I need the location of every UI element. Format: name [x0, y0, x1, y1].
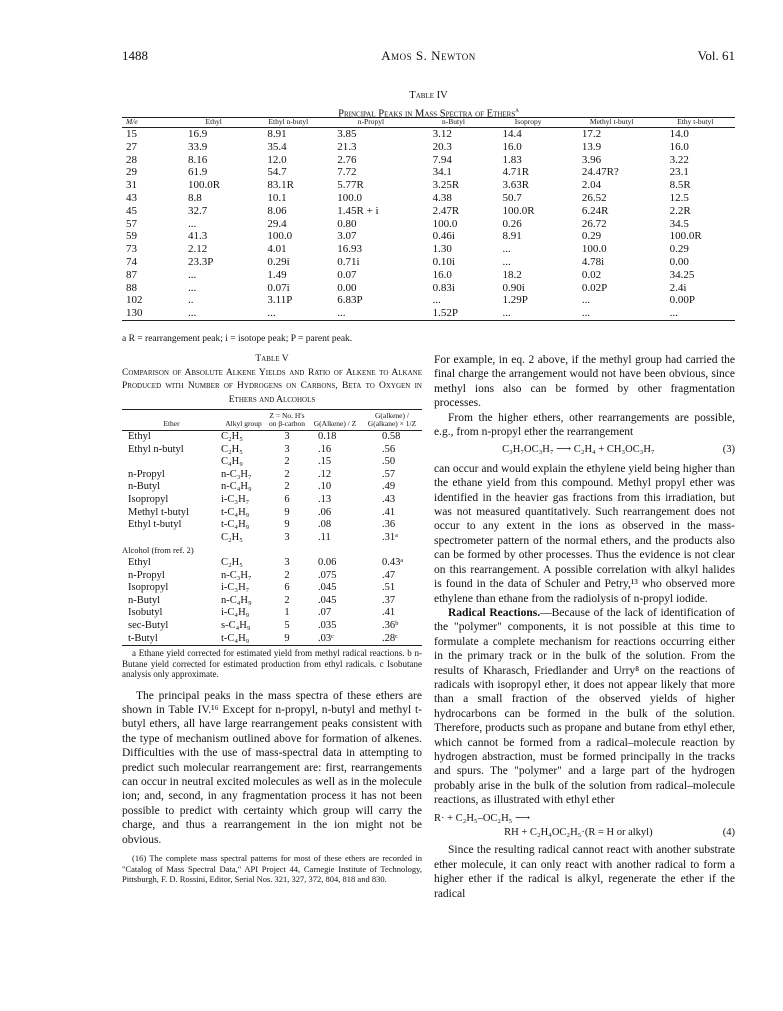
- table4-cell: ...: [188, 281, 197, 294]
- table5-cell: .08: [318, 519, 332, 531]
- table4-row: [122, 256, 735, 269]
- table5-cell: Ethyl: [128, 556, 151, 568]
- equation-4-line-1: R· + C₂H₅–OC₂H₅ ⟶: [434, 812, 530, 824]
- table5-cell: .49: [382, 481, 396, 493]
- table4-cell: 1.29P: [502, 294, 528, 307]
- table5-cell: Isopropyl: [128, 582, 169, 594]
- table5-cell: 0.43ᵃ: [382, 556, 404, 568]
- table5-cell: Ethyl: [128, 431, 151, 442]
- table4-mz-cell: 74: [126, 255, 137, 268]
- table4-cell: 2.2R: [669, 204, 691, 217]
- table4-cell: 0.46i: [432, 230, 455, 243]
- table4-mz-cell: 73: [126, 243, 137, 256]
- table4-label: Table IV: [409, 90, 448, 101]
- table4-column-header: n-Propyl: [323, 118, 418, 128]
- table4-cell: 4.01: [267, 243, 287, 256]
- table4-cell: ...: [581, 294, 591, 307]
- table5-cell: .045: [318, 594, 337, 606]
- table4-cell: 23.1: [669, 166, 689, 179]
- table5-cell: [122, 456, 221, 469]
- table4-cell: 13.9: [581, 140, 602, 153]
- table4-cell: 2.04: [581, 179, 602, 192]
- left-column: [122, 353, 422, 885]
- table5-cell: n-C₃H₇: [221, 468, 252, 480]
- table4-cell: 3.11P: [267, 294, 293, 307]
- table4-cell: 32.7: [188, 204, 208, 217]
- table4-cell: 6.83P: [337, 294, 363, 307]
- table4-mz-cell: 45: [126, 204, 137, 217]
- table5-cell: n-C₄H₉: [221, 594, 252, 606]
- table5-cell: C₂H₅: [221, 556, 243, 568]
- table5-cell: 6: [284, 582, 290, 594]
- table5-cell: .37: [382, 594, 396, 606]
- table4-cell: 8.8: [188, 191, 202, 204]
- table4-cell: 18.2: [502, 268, 522, 281]
- table4-cell: 16.9: [188, 128, 208, 140]
- table5-cell: 1: [284, 607, 290, 619]
- table4-cell: 0.07i: [267, 281, 290, 294]
- table5-cell: 2: [284, 468, 290, 480]
- table4-cell: 2.12: [188, 243, 208, 256]
- table4-cell: 100.0R: [669, 230, 702, 243]
- table4-row: [122, 192, 735, 205]
- table4-cell: 0.02: [581, 268, 602, 281]
- table5-cell: .36: [382, 519, 396, 531]
- table5-cell: C₂H₅: [221, 431, 243, 442]
- table5-cell: .16: [318, 443, 332, 455]
- table4-row: [122, 294, 735, 307]
- table5-row: [122, 444, 422, 457]
- section-heading: Radical Reactions.: [448, 606, 541, 619]
- table5-cell: 3: [284, 556, 290, 568]
- table4-cell: 0.80: [337, 217, 357, 230]
- table4-cell: 100.0: [267, 230, 293, 243]
- table4-mz-cell: 31: [126, 179, 137, 192]
- table4-cell: 8.16: [188, 153, 208, 166]
- table4-cell: ...: [568, 307, 656, 320]
- table4-cell: 100.0: [432, 217, 458, 230]
- table5-cell: s-C₄H₉: [221, 619, 251, 631]
- table4-mz-cell: 28: [126, 153, 137, 166]
- table4-cell: 20.3: [432, 140, 452, 153]
- table5-cell: .12: [318, 468, 332, 480]
- equation-4-line-2: RH + C₂H₄OC₂H₅·(R = H or alkyl) (4): [434, 826, 735, 840]
- table5-cell: .28ᶜ: [362, 633, 422, 646]
- table4-cell: 6.24R: [581, 204, 609, 217]
- table4-cell: ...: [488, 307, 567, 320]
- table5-cell: .035: [318, 619, 337, 631]
- table5-cell: 2: [284, 456, 290, 468]
- table4-cell: 2.47R: [432, 204, 460, 217]
- table4-cell: 100.0R: [502, 204, 535, 217]
- table5-cell: .15: [318, 456, 332, 468]
- table4-cell: 0.29: [581, 230, 602, 243]
- table5-body: [122, 431, 422, 646]
- table4-cell: 16.0: [669, 140, 689, 153]
- table5-cell: .51: [382, 582, 396, 594]
- table5-row: [122, 494, 422, 507]
- table4-cell: 4.71R: [502, 166, 530, 179]
- table4-cell: ...: [656, 307, 735, 320]
- table5-cell: .47: [382, 569, 396, 581]
- table4-cell: 0.00: [669, 255, 689, 268]
- table4-row: [122, 307, 735, 320]
- table5-row: [122, 519, 422, 532]
- table5-row: [122, 469, 422, 482]
- table5-cell: .57: [382, 468, 396, 480]
- table5-row: [122, 532, 422, 545]
- table5-cell: i-C₄H₉: [221, 607, 250, 619]
- table5-column-header: Z = No. H's on β-carbon: [266, 410, 308, 431]
- table4-cell: ...: [432, 294, 441, 307]
- table5-cell: n-Butyl: [128, 594, 161, 606]
- table5-title: Comparison of Absolute Alkene Yields and Ratio of Alkene to Alkane Produced with Number of Hydrogens on Carbons, Beta to Oxygen in Ethers and Alcohols: [122, 367, 422, 405]
- table4-cell: 0.00P: [669, 294, 695, 307]
- table5-cell: 0.18: [318, 431, 337, 442]
- table5-cell: Isopropyl: [128, 493, 169, 505]
- equation-3: [434, 443, 735, 457]
- table5-cell: 9: [284, 506, 290, 518]
- table4-cell: ..: [188, 294, 194, 307]
- table5-cell: Methyl t-butyl: [128, 506, 189, 518]
- table5-cell: C₂H₅: [221, 531, 243, 543]
- right-paragraph-5: Since the resulting radical cannot react with another substrate ether molecule, it can only react with another radical to form a higher ether if the radical is alkyl, regenerate the ether if the radical: [434, 844, 735, 900]
- table4-row: [122, 166, 735, 179]
- table5-cell: 2: [284, 569, 290, 581]
- table4-cell: 7.94: [432, 153, 452, 166]
- table4-cell: 83.1R: [267, 179, 294, 192]
- table5-row: [122, 620, 422, 633]
- right-paragraph-4: Radical Reactions.—Because of the lack of identification of the "polymer" components, it is not possible at this time to formulate a complete mechanism for reactions occurring either in the primary track or in the bulk of the solution. From the results of Kharasch, Friedlander and Urry⁸ on the reactions of radicals with isopropyl ether, it does not appear likely that more than a small fraction of the observed yields of higher hydrocarbons can be formed in the bulk of the solution. Therefore, products such as propane and butane from ethyl ether, which cannot be formed from a radical–molecule reaction by hydrogen abstraction, must be formed principally in the tracks and spurs. The "polymer" and a large part of the hydrogen probably arise in the bulk of the solution from radical–molecule reactions, as illustrated with ethyl ether: [434, 606, 735, 807]
- table5-cell: [122, 532, 221, 545]
- table4-row: [122, 205, 735, 218]
- table5-cell: n-Propyl: [128, 468, 165, 480]
- table4-header-row: [122, 118, 735, 128]
- table4-mz-cell: 27: [126, 140, 137, 153]
- table5-row: [122, 582, 422, 595]
- table4-mz-cell: 43: [126, 191, 137, 204]
- table4-column-header: Ethyl: [174, 118, 253, 128]
- footnote-16: (16) The complete mass spectral patterns for most of these ethers are recorded in "Catalog of Mass Spectral Data," API Project 44, Carnegie Institute of Technology, Pittsburgh, F. D. Rossini, Editor, Serial Nos. 321, 327, 372, 804, 818 and 830.: [122, 853, 422, 885]
- right-paragraph-2: From the higher ethers, other rearrangements are possible, e.g., from n-propyl ether the rearrangement: [434, 411, 735, 439]
- table5-row: [122, 507, 422, 520]
- table4-cell: ...: [502, 243, 511, 256]
- table4-column-header: Ethyl n-butyl: [253, 118, 323, 128]
- table5-row: [122, 570, 422, 583]
- table4-mz-cell: 57: [126, 217, 137, 230]
- table4-cell: 3.22: [669, 153, 689, 166]
- table4-cell: 1.83: [502, 153, 522, 166]
- table5-row: [122, 595, 422, 608]
- table4-cell: ...: [502, 255, 511, 268]
- table4-cell: ...: [174, 307, 253, 320]
- table5-cell: 3: [284, 431, 290, 442]
- table4-mz-cell: 102: [126, 294, 143, 307]
- table5-cell: .03ᶜ: [308, 633, 362, 646]
- table5-cell: n-C₄H₉: [221, 481, 252, 493]
- running-author: Amos S. Newton: [381, 48, 476, 63]
- table5-cell: .075: [318, 569, 337, 581]
- left-paragraph-1: The principal peaks in the mass spectra of these ethers are shown in Table IV.¹⁶ Except for n-propyl, n-butyl and methyl t-butyl ethers, all have large rearrangement peaks consistent with the type of mechanism outlined above for formation of alkenes. Difficulties with the use of mass-spectral data in attempting to predict such molecular rearrangement are: first, rearrangements can occur in neutral excited molecules as well as in the molecule ion; and, second, in any fragmentation process it has not been possible to predict with certainty which group will carry the charge, and thus a rearrangement in the ion might not be obvious.: [122, 689, 422, 846]
- table4-cell: 34.1: [432, 166, 452, 179]
- table4-body: [122, 128, 735, 321]
- table4-column-header: Isopropy: [488, 118, 567, 128]
- table5-cell: t-C₄H₉: [221, 633, 266, 646]
- table5-cell: 9: [284, 519, 290, 531]
- table5-header-row: [122, 410, 422, 431]
- table4-cell: 34.25: [669, 268, 695, 281]
- table4-cell: 0.00: [337, 281, 357, 294]
- table4-cell: 14.4: [502, 128, 522, 140]
- table4-cell: 1.45R + i: [337, 204, 379, 217]
- table4-cell: 100.0: [581, 243, 607, 256]
- table5-cell: n-Propyl: [128, 569, 165, 581]
- table5-cell: .13: [318, 493, 332, 505]
- table5-cell: .11: [318, 531, 331, 543]
- table5-row: [122, 633, 422, 646]
- table5: [122, 409, 422, 646]
- table4-cell: 8.06: [267, 204, 287, 217]
- table4-cell: 33.9: [188, 140, 208, 153]
- table4-cell: 10.1: [267, 191, 287, 204]
- table4-cell: 8.91: [502, 230, 522, 243]
- table5-caption: [122, 353, 422, 407]
- table5-cell: t-Butyl: [122, 633, 221, 646]
- table4-cell: 5.77R: [337, 179, 364, 192]
- table5-column-header: G(alkene) / G(alkane) × 1/Z: [362, 410, 422, 431]
- table4-cell: 26.52: [581, 191, 607, 204]
- volume-label: Vol. 61: [697, 48, 735, 63]
- table4-cell: 2.76: [337, 153, 357, 166]
- table5-cell: i-C₃H₇: [221, 493, 250, 505]
- table5-cell: 6: [284, 493, 290, 505]
- table4-cell: 2.4i: [669, 281, 687, 294]
- table4: [122, 117, 735, 321]
- table4-column-header: M/e: [122, 118, 174, 128]
- table5-cell: Isobutyl: [128, 607, 163, 619]
- table4-cell: 8.91: [267, 128, 287, 140]
- table5-cell: t-C₄H₉: [221, 519, 250, 531]
- table5-cell: .10: [318, 481, 332, 493]
- table4-cell: 29.4: [267, 217, 287, 230]
- table4-cell: 21.3: [337, 140, 357, 153]
- table4-cell: 61.9: [188, 166, 208, 179]
- table4-mz-cell: 130: [122, 307, 174, 320]
- right-paragraph-1: For example, in eq. 2 above, if the methyl group had carried the final charge the arrangement would not have been obvious, since methyl ions also can be formed by other fragmentation processes.: [434, 354, 735, 410]
- table4-cell: 100.0: [337, 191, 362, 204]
- table4-cell: 3.63R: [502, 179, 530, 192]
- right-paragraph-3: can occur and would explain the ethylene yield being higher than the ethane yield from this compound. Methyl propyl ether was identified in the heavier gas fractions from this irradiation, but was not measured quantitatively. Such rearrangement does not occur to any extent in the ions as observed in the mass-spectrometer pattern of the normal ethers, and the products also can be formed by other processes. Thus the evidence is not clear on this rearrangement. A possible correlation with alkyl halides is found in the data of Schuler and Petry,¹³ who observed more ethylene than ethane from the radiolysis of n-propyl iodide.: [434, 462, 735, 605]
- table4-cell: 3.07: [337, 230, 357, 243]
- table4-row: [122, 218, 735, 231]
- table4-mz-cell: 88: [126, 281, 137, 294]
- table4-cell: 0.02P: [581, 281, 608, 294]
- table4-column-header: Ethy t-butyl: [656, 118, 735, 128]
- table4-cell: 23.3P: [188, 255, 214, 268]
- table4-mz-cell: 59: [126, 230, 137, 243]
- table4-cell: 0.90i: [502, 281, 525, 294]
- table5-cell: .045: [318, 582, 337, 594]
- table5-cell: 2: [284, 594, 290, 606]
- right-column: [434, 353, 735, 901]
- table5-section-label: Alcohol (from ref. 2): [122, 545, 194, 556]
- table4-cell: ...: [188, 217, 197, 230]
- table5-cell: 0.58: [382, 431, 401, 442]
- table4-cell: 1.52P: [419, 307, 489, 320]
- table5-cell: 3: [284, 531, 290, 543]
- table4-row: [122, 230, 735, 243]
- table5-cell: .07: [318, 607, 332, 619]
- page-number: 1488: [122, 48, 148, 63]
- table4-cell: 14.0: [669, 128, 689, 140]
- table4-cell: 0.29: [669, 243, 689, 256]
- table4-column-header: Methyl t-butyl: [568, 118, 656, 128]
- table4-row: [122, 179, 735, 192]
- table5-cell: 0.06: [318, 556, 337, 568]
- table4-cell: 16.0: [432, 268, 452, 281]
- table4-cell: 0.26: [502, 217, 522, 230]
- table5-cell: .31ᵃ: [382, 531, 398, 543]
- table5-cell: C₂H₅: [221, 443, 243, 455]
- table5-row: [122, 481, 422, 494]
- table4-cell: 12.5: [669, 191, 689, 204]
- table4-footnote: a R = rearrangement peak; i = isotope peak; P = parent peak.: [122, 334, 353, 344]
- table5-column-header: G(Alkene) / Z: [308, 410, 362, 431]
- table5-cell: n-Butyl: [128, 481, 161, 493]
- table4-cell: 24.47R?: [581, 166, 619, 179]
- table4-cell: 50.7: [502, 191, 522, 204]
- table4-row: [122, 128, 735, 141]
- table5-label: Table V: [255, 354, 289, 364]
- table4-cell: 4.78i: [581, 255, 605, 268]
- table4-cell: 41.3: [188, 230, 208, 243]
- table4-cell: 7.72: [337, 166, 357, 179]
- table5-row: [122, 456, 422, 469]
- table4-cell: 3.12: [432, 128, 452, 140]
- table4-cell: 3.96: [581, 153, 602, 166]
- table4-cell: 0.29i: [267, 255, 290, 268]
- table5-cell: i-C₃H₇: [221, 582, 250, 594]
- table5-footnote: a Ethane yield corrected for estimated yield from methyl radical reactions. b n-Butane yield corrected for estimated production from ethyl radicals. c Isobutane analysis only approximate.: [122, 648, 422, 680]
- equation-4-number: (4): [722, 827, 735, 838]
- table5-cell: .41: [382, 607, 396, 619]
- table4-cell: 54.7: [267, 166, 287, 179]
- table4-cell: 17.2: [581, 128, 602, 140]
- table5-cell: 2: [284, 481, 290, 493]
- equation-3-number: (3): [722, 444, 735, 456]
- table5-cell: .06: [318, 506, 332, 518]
- table5-cell: .43: [382, 493, 396, 505]
- table4-cell: 100.0R: [188, 179, 221, 192]
- table5-column-header: Alkyl group: [221, 410, 266, 431]
- table4-row: [122, 269, 735, 282]
- table4-cell: 8.5R: [669, 179, 691, 192]
- table4-mz-cell: 87: [126, 268, 137, 281]
- table5-cell: .41: [382, 506, 396, 518]
- table4-column-header: n-Butyl: [419, 118, 489, 128]
- table4-cell: ...: [323, 307, 418, 320]
- table4-mz-cell: 29: [126, 166, 137, 179]
- table4-cell: 3.25R: [432, 179, 460, 192]
- table5-cell: sec-Butyl: [128, 619, 169, 631]
- table5-row: [122, 557, 422, 570]
- table5-cell: C₄H₉: [221, 456, 243, 468]
- table4-cell: ...: [253, 307, 323, 320]
- page-header: [122, 48, 735, 68]
- table4-cell: 34.5: [669, 217, 689, 230]
- table4-cell: 35.4: [267, 140, 287, 153]
- table5-row: [122, 607, 422, 620]
- table4-row: [122, 243, 735, 256]
- table4-cell: 16.93: [337, 243, 362, 256]
- equation-3-body: C₃H₇OC₃H₇ ⟶ C₂H₄ + CH₃OC₃H₇: [502, 444, 655, 456]
- table4-row: [122, 154, 735, 167]
- table4-cell: 1.49: [267, 268, 287, 281]
- table4-cell: 0.07: [337, 268, 357, 281]
- table4-cell: 3.85: [337, 128, 357, 140]
- table4-cell: ...: [188, 268, 197, 281]
- table5-cell: Ethyl t-butyl: [128, 519, 182, 531]
- table5-cell: t-C₄H₉: [221, 506, 250, 518]
- table5-row: [122, 431, 422, 444]
- table5-cell: Ethyl n-butyl: [128, 443, 184, 455]
- table5-cell: .56: [382, 443, 396, 455]
- table4-title: Principal Peaks in Mass Spectra of Ethers$^a$: [338, 106, 519, 120]
- table4-row: [122, 141, 735, 154]
- table4-row: [122, 282, 735, 295]
- table4-cell: 1.30: [432, 243, 452, 256]
- table4-cell: 0.10i: [432, 255, 455, 268]
- table5-cell: n-C₃H₇: [221, 569, 252, 581]
- table5-section-row: [122, 544, 422, 557]
- table5-cell: 9: [266, 633, 308, 646]
- table5-cell: 3: [284, 443, 290, 455]
- table4-cell: 12.0: [267, 153, 287, 166]
- table4-cell: 0.83i: [432, 281, 455, 294]
- table4-cell: 0.71i: [337, 255, 360, 268]
- table4-cell: 4.38: [432, 191, 452, 204]
- table4-cell: 16.0: [502, 140, 522, 153]
- table5-cell: .50: [382, 456, 396, 468]
- table5-cell: .36ᵇ: [382, 619, 399, 631]
- table4-mz-cell: 15: [126, 128, 137, 140]
- table5-column-header: Ether: [122, 410, 221, 431]
- table5-cell: 5: [284, 619, 290, 631]
- table4-cell: 26.72: [581, 217, 607, 230]
